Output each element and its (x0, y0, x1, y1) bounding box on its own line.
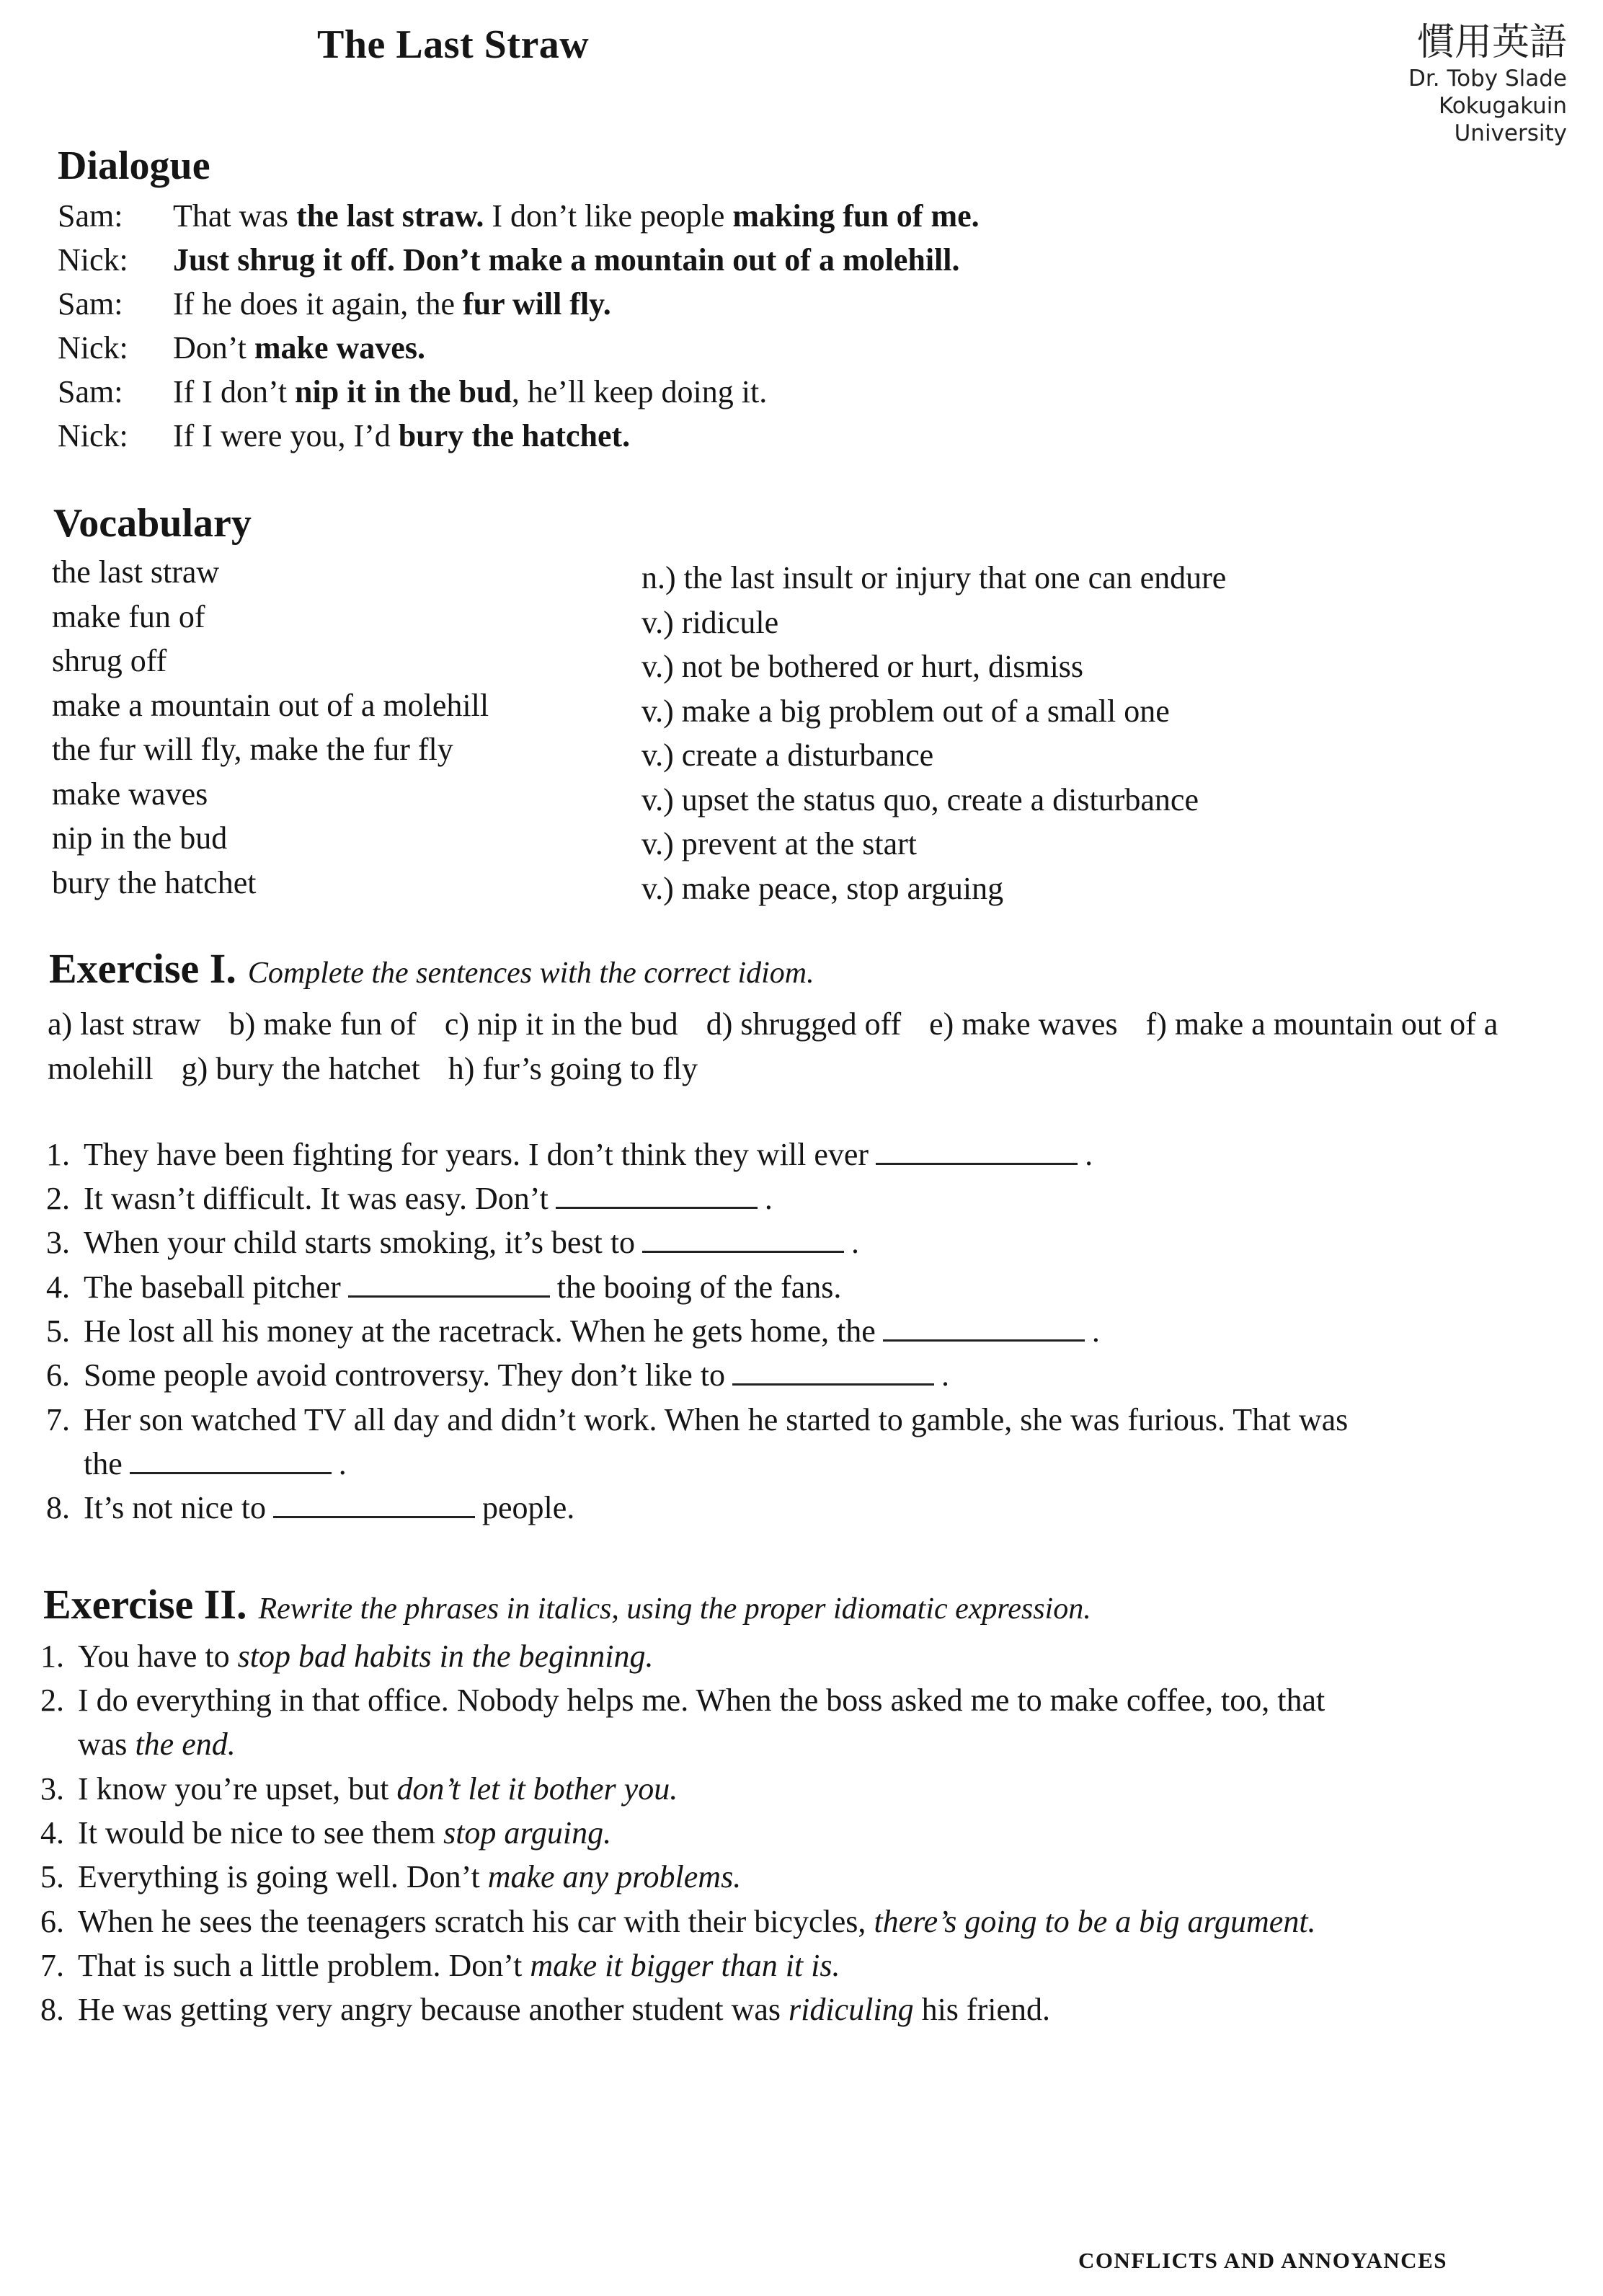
item-text-before: It’s not nice to (84, 1490, 266, 1525)
item-text-plain: Everything is going well. Don’t (78, 1859, 488, 1894)
exercise-1-choices (48, 1002, 1590, 1091)
exercise-1-instruction: Complete the sentences with the correct idiom. (247, 957, 814, 990)
utterance (173, 284, 611, 324)
item-text-after: . (338, 1446, 347, 1481)
choice-option: g) bury the hatchet (181, 1051, 420, 1086)
answer-blank (273, 1490, 475, 1518)
vocabulary-definition: v.) upset the status quo, create a disturbance (641, 781, 1199, 817)
item-text (78, 1680, 1325, 1721)
idiom-bold: nip it in the bud (295, 374, 512, 409)
vocabulary-term: shrug off (52, 643, 167, 678)
item-number: 3. (46, 1225, 70, 1260)
item-text (78, 1813, 611, 1853)
vocabulary-term: make fun of (52, 598, 205, 634)
choice-option: h) fur’s going to fly (448, 1051, 698, 1086)
idiom-bold: the last straw. (296, 198, 484, 234)
item-text (84, 1488, 574, 1528)
utterance-text: That was (173, 198, 297, 234)
item-number: 2. (40, 1683, 64, 1718)
item-text (78, 1946, 840, 1986)
answer-blank (348, 1269, 550, 1298)
item-text-plain: was (78, 1727, 136, 1762)
item-text-before: He lost all his money at the racetrack. When he gets home, the (84, 1313, 876, 1349)
item-number: 7. (46, 1402, 70, 1437)
idiom-bold: bury the hatchet. (398, 418, 631, 453)
vocabulary-term: bury the hatchet (52, 864, 257, 900)
item-text-before: When your child starts smoking, it’s best to (84, 1225, 636, 1260)
item-text-plain: his friend. (913, 1992, 1050, 2027)
vocabulary-heading: Vocabulary (53, 501, 252, 546)
speaker-name: Nick: (58, 242, 128, 278)
exercise-1-items (46, 1135, 1589, 1553)
university-line-1: Kokugakuin (1439, 93, 1567, 119)
page-footer: CONFLICTS AND ANNOYANCES (1078, 2248, 1447, 2273)
item-text (84, 1179, 773, 1219)
utterance-text: , he’ll keep doing it. (511, 374, 768, 409)
item-text-after: . (764, 1181, 773, 1216)
item-text-continued (78, 1724, 236, 1765)
item-text-before: the (84, 1446, 123, 1481)
item-text (84, 1223, 859, 1263)
idiom-bold: make waves. (254, 330, 425, 365)
item-text-plain: He was getting very angry because another student was (78, 1992, 789, 2027)
item-number: 4. (40, 1815, 64, 1850)
utterance (173, 372, 767, 412)
item-text-continued (84, 1444, 347, 1484)
item-number: 8. (46, 1490, 70, 1525)
item-text-plain: You have to (78, 1639, 238, 1674)
item-text-after: . (941, 1357, 950, 1393)
item-text (78, 1636, 654, 1677)
vocabulary-definition: v.) not be bothered or hurt, dismiss (641, 649, 1084, 684)
vocabulary-definition: n.) the last insult or injury that one can endure (641, 560, 1227, 595)
idiom-bold: making fun of me. (732, 198, 980, 234)
vocabulary-term: make waves (52, 776, 208, 812)
item-text-plain: I do everything in that office. Nobody helps me. When the boss asked me to make coffee, too, that (78, 1683, 1326, 1718)
utterance-text: If I were you, I’d (173, 418, 399, 453)
item-text (84, 1267, 841, 1308)
item-text-plain: That is such a little problem. Don’t (78, 1948, 530, 1983)
italic-phrase: make any problems. (487, 1859, 742, 1894)
item-number: 8. (40, 1992, 64, 2027)
item-text (84, 1135, 1093, 1175)
author-name: Dr. Toby Slade (1408, 66, 1567, 92)
italic-phrase: stop bad habits in the beginning. (237, 1639, 654, 1674)
vocabulary-term: nip in the bud (52, 820, 228, 856)
exercise-2-title: Exercise II. (43, 1581, 247, 1628)
item-text (84, 1355, 949, 1396)
speaker-name: Sam: (58, 374, 123, 409)
item-number: 2. (46, 1181, 70, 1216)
dialogue-section (58, 196, 1355, 470)
item-text (78, 1769, 678, 1809)
idiom-bold: Just shrug it off. Don’t make a mountain out of a molehill. (173, 242, 960, 278)
item-number: 7. (40, 1948, 64, 1983)
vocabulary-definition: v.) ridicule (641, 604, 779, 640)
item-text-plain: I know you’re upset, but (78, 1771, 397, 1807)
choice-option: b) make fun of (228, 1006, 417, 1042)
item-text-after: . (851, 1225, 860, 1260)
utterance (173, 196, 980, 236)
course-name: 慣用英語 (1416, 21, 1567, 64)
dialogue-heading: Dialogue (58, 143, 210, 188)
italic-phrase: ridiculing (789, 1992, 914, 2027)
italic-phrase: stop arguing. (443, 1815, 612, 1850)
utterance-text: I don’t like people (484, 198, 733, 234)
vocabulary-term: the fur will fly, make the fur fly (52, 732, 453, 767)
speaker-name: Nick: (58, 330, 128, 365)
utterance (173, 240, 960, 280)
italic-phrase: the end. (135, 1727, 236, 1762)
vocabulary-definition: v.) make peace, stop arguing (641, 870, 1004, 906)
item-text-before: The baseball pitcher (84, 1269, 341, 1305)
speaker-name: Sam: (58, 198, 123, 234)
item-text (78, 1857, 741, 1897)
italic-phrase: there’s going to be a big argument. (874, 1904, 1316, 1939)
item-number: 4. (46, 1269, 70, 1305)
choice-option: a) last straw (48, 1006, 201, 1042)
answer-blank (556, 1181, 758, 1209)
answer-blank (130, 1446, 332, 1474)
italic-phrase: make it bigger than it is. (530, 1948, 840, 1983)
answer-blank (642, 1225, 844, 1253)
exercise-2-header (43, 1580, 1091, 1628)
choice-option: d) shrugged off (706, 1006, 902, 1042)
university-line-2: University (1454, 120, 1567, 146)
answer-blank (876, 1137, 1078, 1165)
exercise-2-instruction: Rewrite the phrases in italics, using the proper idiomatic expression. (258, 1592, 1091, 1626)
vocabulary-definition: v.) create a disturbance (641, 737, 934, 773)
utterance (173, 416, 630, 456)
vocabulary-term: the last straw (52, 554, 220, 590)
item-text-after: . (1091, 1313, 1100, 1349)
item-text-after: the booing of the fans. (556, 1269, 842, 1305)
item-text-plain: It would be nice to see them (78, 1815, 444, 1850)
item-text (84, 1311, 1100, 1352)
exercise-1-title: Exercise I. (49, 945, 236, 992)
item-number: 3. (40, 1771, 64, 1807)
item-text: Her son watched TV all day and didn’t work. When he started to gamble, she was furious. That was (84, 1402, 1349, 1437)
choice-option: e) make waves (929, 1006, 1118, 1042)
utterance-text: Don’t (173, 330, 254, 365)
vocabulary-definition: v.) make a big problem out of a small one (641, 693, 1170, 729)
idiom-bold: fur will fly. (462, 286, 611, 322)
item-text-plain: When he sees the teenagers scratch his car with their bicycles, (78, 1904, 874, 1939)
item-text (78, 1902, 1316, 1942)
vocabulary-term: make a mountain out of a molehill (52, 687, 489, 723)
item-text-after: . (1085, 1137, 1093, 1172)
utterance-text: If he does it again, the (173, 286, 463, 322)
vocabulary-definition: v.) prevent at the start (641, 826, 917, 861)
choice-option: c) nip it in the bud (444, 1006, 678, 1042)
exercise-2-items (40, 1636, 1590, 2069)
course-info (1351, 20, 1567, 147)
item-text-before: It wasn’t difficult. It was easy. Don’t (84, 1181, 549, 1216)
item-number: 6. (40, 1904, 64, 1939)
item-number: 5. (40, 1859, 64, 1894)
item-text-after: people. (481, 1490, 575, 1525)
item-text-before: Some people avoid controversy. They don’t like to (84, 1357, 726, 1393)
item-number: 1. (46, 1137, 70, 1172)
utterance-text: If I don’t (173, 374, 296, 409)
item-text-before: They have been fighting for years. I don’t think they will ever (84, 1137, 869, 1172)
item-text (78, 1990, 1050, 2030)
answer-blank (883, 1313, 1085, 1342)
item-number: 1. (40, 1639, 64, 1674)
choice-option: f) make a mountain out of a molehill (48, 1006, 1498, 1086)
item-number: 5. (46, 1313, 70, 1349)
vocabulary-list (52, 552, 1537, 913)
speaker-name: Sam: (58, 286, 123, 322)
utterance (173, 328, 425, 368)
italic-phrase: don’t let it bother you. (396, 1771, 678, 1807)
speaker-name: Nick: (58, 418, 128, 453)
answer-blank (732, 1357, 934, 1386)
exercise-1-header (49, 944, 814, 993)
page-title: The Last Straw (317, 22, 590, 67)
item-number: 6. (46, 1357, 70, 1393)
